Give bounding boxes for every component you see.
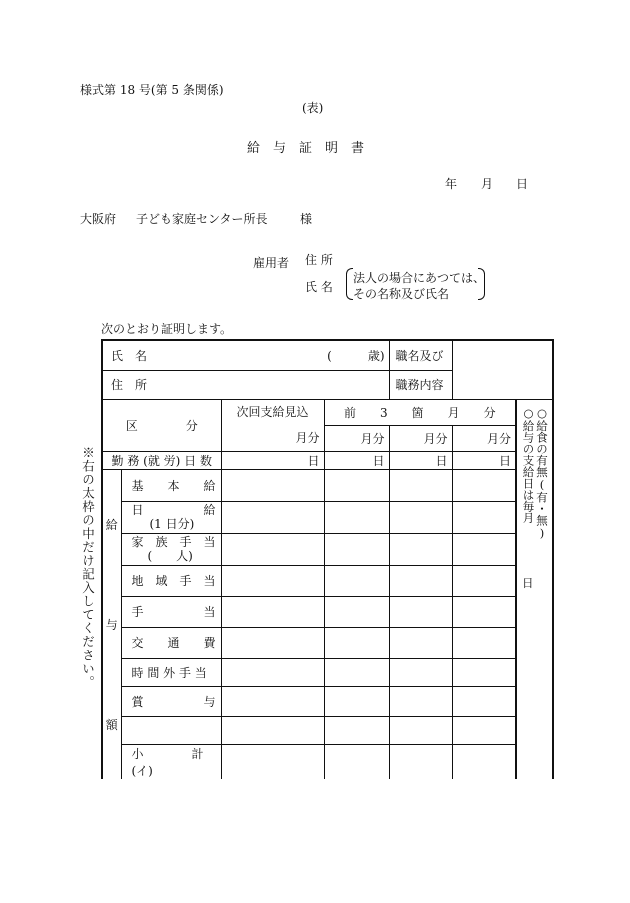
row-5-prev-2[interactable] [389,627,452,658]
row-label-3: 地 域 手 当 [121,565,221,596]
month-unit-prev-3: 月分 [452,425,516,451]
row-3-prev-1[interactable] [324,565,389,596]
salary-group-cell [102,469,121,779]
month-unit-prev-2: 月分 [389,425,452,451]
row-7-prev-2[interactable] [389,686,452,716]
row-7-prev-1[interactable] [324,686,389,716]
payday-note: ○給与の支給日は毎月 [521,405,536,523]
row-1-prev-3[interactable] [452,501,516,533]
row-2-prev-2[interactable] [389,533,452,565]
row-0-prev-1[interactable] [324,469,389,501]
date-year: 年 [445,177,458,191]
page-title: 給 与 証 明 書 [247,141,365,156]
row-8-prev-1[interactable] [324,716,389,744]
addressee-pref: 大阪府 [80,212,117,226]
row-1-prev-1[interactable] [324,501,389,533]
row-label-1: 日 給 (1 日分) [121,501,221,533]
row-6-prev-1[interactable] [324,658,389,686]
name-label: 氏 名 [111,348,148,363]
row-9-prev-1[interactable] [324,744,389,779]
month-unit-prev-1: 月分 [324,425,389,451]
prev-label: 前 3 箇 月 分 [343,405,496,420]
days-prev-2[interactable]: 日 [389,451,452,469]
remarks-column [516,399,553,779]
intro-text: 次のとおり証明します。 [101,322,233,336]
employer-note-line2: その名称及び氏名 [353,287,450,301]
row-4-next[interactable] [221,596,324,627]
row-6-prev-2[interactable] [389,658,452,686]
employer-label: 雇用者 [253,256,290,270]
meal-note: ○給食の有無(有・無) [535,405,550,540]
date-month: 月 [481,177,494,191]
row-5-next[interactable] [221,627,324,658]
side-indicator: (表) [302,101,324,115]
salary-table [101,339,554,779]
row-2-next[interactable] [221,533,324,565]
row-3-prev-2[interactable] [389,565,452,596]
kubun-cell [102,399,221,451]
name-label-cell [102,340,221,370]
addressee-sama: 様 [300,212,313,226]
kubun-label: 区 分 [125,418,198,433]
days-prev-1[interactable]: 日 [324,451,389,469]
row-0-prev-3[interactable] [452,469,516,501]
employer-address-label: 住 所 [305,253,333,267]
group-char-3: 額 [105,717,118,732]
age-label: ( 歳) [327,348,385,363]
row-2-prev-1[interactable] [324,533,389,565]
row-5-prev-3[interactable] [452,627,516,658]
employer-name-label: 氏 名 [305,280,333,294]
employer-note-line1: 法人の場合にあつては、 [353,271,486,285]
row-1-prev-2[interactable] [389,501,452,533]
row-9-next[interactable] [221,744,324,779]
days-next[interactable]: 日 [221,451,324,469]
row-7-prev-3[interactable] [452,686,516,716]
group-char-1: 給 [105,517,118,532]
row-9-prev-3[interactable] [452,744,516,779]
row-8-prev-3[interactable] [452,716,516,744]
row-label-4: 手 当 [121,596,221,627]
row-label-7: 賞 与 [121,686,221,716]
job-field[interactable] [452,340,553,399]
row-label-8[interactable] [121,716,221,744]
address-label: 住 所 [111,378,148,392]
row-8-prev-2[interactable] [389,716,452,744]
date-day: 日 [516,177,529,191]
row-3-next[interactable] [221,565,324,596]
group-char-2: 与 [105,617,118,632]
address-label-cell [102,370,221,399]
addressee-office: 子ども家庭センター所長 [136,212,268,226]
prev-label-cell [324,399,516,425]
job-label-cell [389,340,452,370]
month-unit-next: 月分 [221,425,324,451]
next-label: 次回支給見込 [236,404,309,419]
row-label-0: 基 本 給 [121,469,221,501]
days-prev-3[interactable]: 日 [452,451,516,469]
side-note: ※右の太枠の中だけ記入してください。 [80,446,96,689]
job-label-cell-2 [389,370,452,399]
job-label-1: 職名及び [395,348,444,363]
row-4-prev-2[interactable] [389,596,452,627]
row-5-prev-1[interactable] [324,627,389,658]
row-6-prev-3[interactable] [452,658,516,686]
row-6-next[interactable] [221,658,324,686]
row-3-prev-3[interactable] [452,565,516,596]
name-field[interactable] [221,340,389,370]
row-4-prev-1[interactable] [324,596,389,627]
row-label-5: 交 通 費 [121,627,221,658]
address-field[interactable] [221,370,389,399]
row-8-next[interactable] [221,716,324,744]
next-label-cell [221,399,324,425]
row-label-9: 小 計(イ) [121,744,221,779]
row-9-prev-2[interactable] [389,744,452,779]
row-4-prev-3[interactable] [452,596,516,627]
job-label-2: 職務内容 [395,378,444,392]
payday-day-unit: 日 [522,576,534,590]
row-2-prev-3[interactable] [452,533,516,565]
row-0-prev-2[interactable] [389,469,452,501]
row-1-next[interactable] [221,501,324,533]
row-7-next[interactable] [221,686,324,716]
row-label-2: 家 族 手 当 ( 人) [121,533,221,565]
form-number: 様式第 18 号(第 5 条関係) [80,83,224,97]
days-label-cell [102,451,221,469]
days-label: 勤 務 (就 労) 日 数 [111,453,212,468]
row-label-6: 時 間 外 手 当 [121,658,221,686]
row-0-next[interactable] [221,469,324,501]
